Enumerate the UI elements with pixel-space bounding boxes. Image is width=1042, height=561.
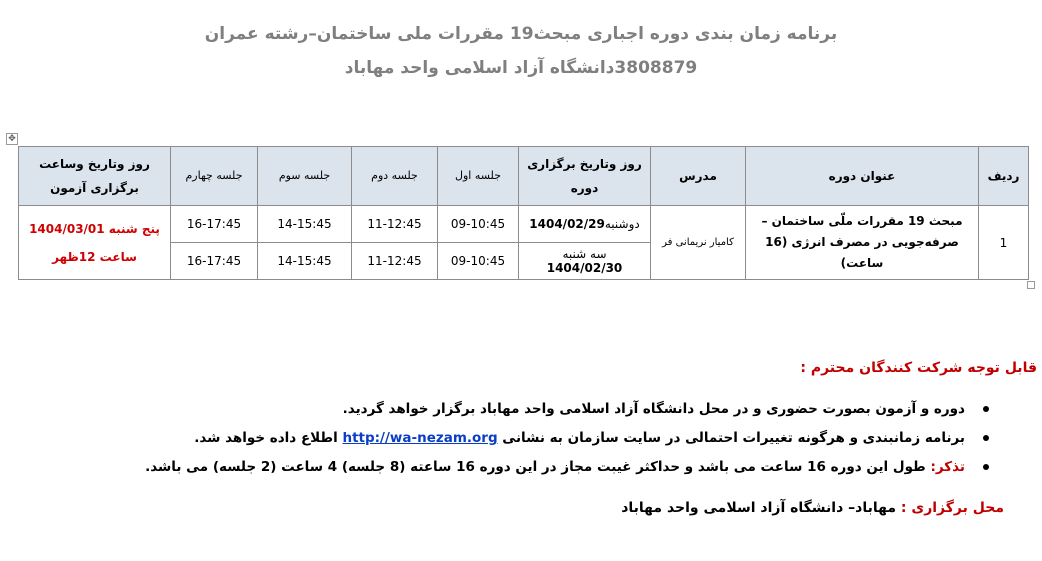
- table-move-handle-icon[interactable]: ✥: [6, 133, 18, 145]
- list-item: [145, 427, 997, 456]
- note-text: برنامه زمانبندی و هرگونه تغییرات احتمالی در سایت سازمان به نشانی: [497, 430, 965, 446]
- website-link[interactable]: http://wa-nezam.org: [342, 430, 498, 446]
- header-session-2: جلسه دوم: [352, 147, 438, 206]
- exam-date-text: پنج شنبه 1404/03/01: [29, 221, 160, 236]
- list-item: [145, 398, 997, 427]
- exam-date-cell: [19, 206, 171, 280]
- session-2-time: 11-12:45: [352, 206, 438, 243]
- date-text: 1404/02/30: [546, 261, 623, 275]
- row-number-cell: 1: [979, 206, 1029, 280]
- header-session-4: جلسه چهارم: [171, 147, 258, 206]
- session-3-time: 14-15:45: [258, 206, 352, 243]
- header-course-title: عنوان دوره: [746, 147, 979, 206]
- session-1-time: 09-10:45: [438, 243, 519, 280]
- session-1-time: 09-10:45: [438, 206, 519, 243]
- table-header-row: [19, 147, 1029, 206]
- weekday-text: سه شنبه: [562, 247, 607, 261]
- instructor-cell: کامیار نریمانی فر: [651, 206, 746, 280]
- session-4-time: 16-17:45: [171, 206, 258, 243]
- venue-line: [621, 500, 1004, 516]
- table-row: [19, 206, 1029, 243]
- notice-heading: قابل توجه شرکت کنندگان محترم :: [800, 360, 1037, 376]
- course-title-cell: مبحث 19 مقررات ملّی ساختمان – صرفه‌جویی در مصرف انرژی (16 ساعت): [746, 206, 979, 280]
- course-date-cell: [519, 243, 651, 280]
- header-session-3: جلسه سوم: [258, 147, 352, 206]
- course-date-cell: [519, 206, 651, 243]
- schedule-table: [18, 146, 1029, 280]
- session-2-time: 11-12:45: [352, 243, 438, 280]
- date-text: 1404/02/29: [529, 217, 605, 231]
- note-text: طول این دوره 16 ساعت می باشد و حداکثر غیبت مجاز در این دوره 16 ساعته (8 جلسه) 4 ساعت (2 جلسه) می باشد.: [145, 459, 931, 475]
- header-session-1: جلسه اول: [438, 147, 519, 206]
- header-exam-date: روز وتاریخ وساعت برگزاری آزمون: [19, 147, 171, 206]
- list-item: [145, 456, 997, 485]
- header-course-date: روز وتاریخ برگزاری دوره: [519, 147, 651, 206]
- session-3-time: 14-15:45: [258, 243, 352, 280]
- note-text: دوره و آزمون بصورت حضوری و در محل دانشگاه آزاد اسلامی واحد مهاباد برگزار خواهد گردید.: [342, 401, 965, 417]
- venue-label: محل برگزاری :: [900, 500, 1004, 516]
- session-4-time: 16-17:45: [171, 243, 258, 280]
- reminder-label: تذکر:: [930, 459, 965, 475]
- venue-text: مهاباد– دانشگاه آزاد اسلامی واحد مهاباد: [621, 500, 901, 516]
- table-resize-handle[interactable]: [1027, 281, 1035, 289]
- page-subtitle: 3808879دانشگاه آزاد اسلامی واحد مهاباد: [344, 58, 698, 78]
- header-row-number: ردیف: [979, 147, 1029, 206]
- note-text: اطلاع داده خواهد شد.: [194, 430, 343, 446]
- weekday-text: دوشنبه: [604, 217, 640, 231]
- header-instructor: مدرس: [651, 147, 746, 206]
- page-title: برنامه زمان بندی دوره اجباری مبحث19 مقررات ملی ساختمان–رشته عمران: [204, 24, 838, 44]
- notes-list: [145, 398, 997, 485]
- exam-time-text: ساعت 12ظهر: [52, 249, 137, 264]
